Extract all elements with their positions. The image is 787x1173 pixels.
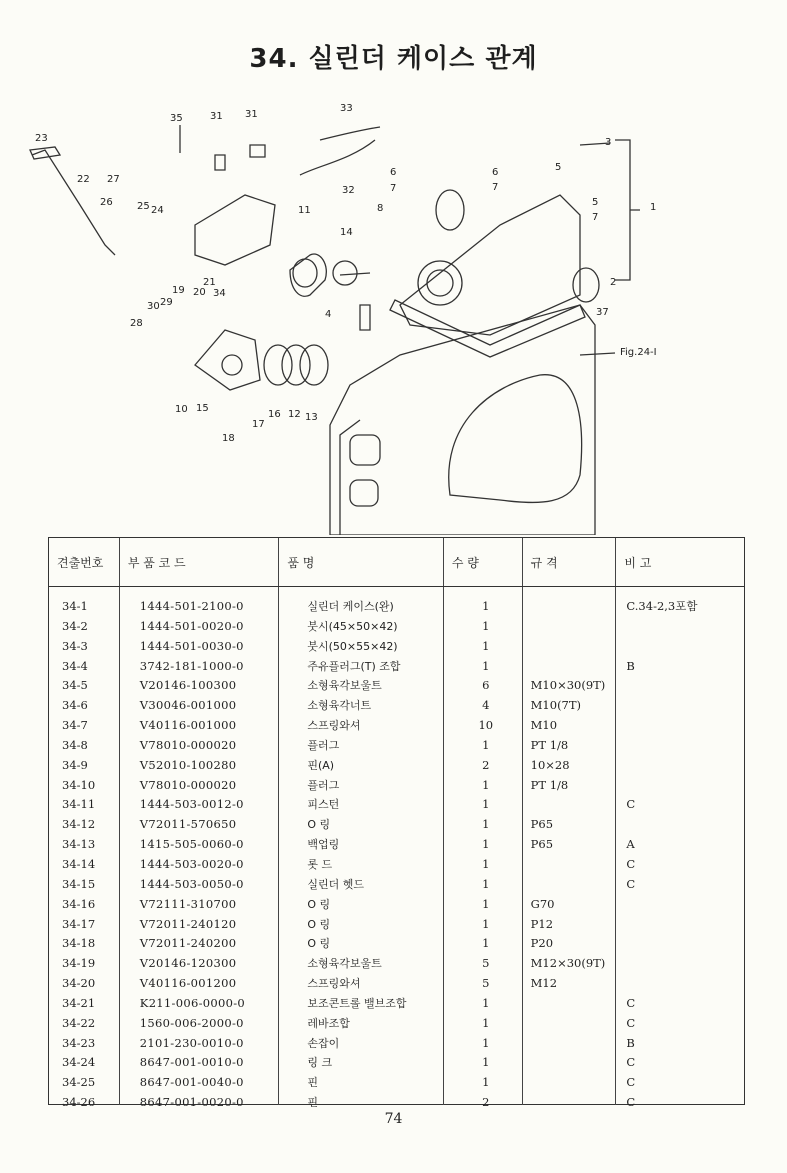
callout-34: 34 [213, 288, 226, 299]
table-cell-note [616, 934, 744, 954]
table-cell-qty: 5 [482, 976, 490, 991]
table-cell-note: C [626, 876, 636, 891]
cylinder-head-15 [195, 330, 260, 390]
table-cell-no: 34-24 [62, 1055, 96, 1070]
table-cell-qty: 1 [482, 638, 490, 653]
table-cell-no: 34-11 [62, 797, 96, 812]
callout-8: 8 [377, 203, 384, 214]
table-cell-no: 34-17 [62, 916, 96, 931]
cylinder-bore-inner [427, 270, 453, 296]
page-number: 74 [384, 1111, 403, 1127]
table-cell-note: A [626, 837, 635, 852]
table-cell-name: 붓시(45×50×42) [307, 619, 398, 633]
table-cell-no: 34-5 [62, 678, 88, 693]
table-cell-code: 1444-501-2100-0 [139, 599, 244, 613]
column-part-name [279, 587, 444, 1110]
table-cell-code: 8647-001-0010-0 [139, 1055, 244, 1070]
table-cell-spec: P12 [530, 916, 554, 931]
table-cell-spec [523, 637, 616, 657]
table-cell-code: 1415-505-0060-0 [139, 837, 244, 852]
table-cell-no: 34-2 [62, 618, 88, 633]
table-cell-code: 8647-001-0040-0 [139, 1075, 244, 1090]
callout-24: 24 [151, 205, 164, 216]
diagram-drawing [20, 95, 760, 535]
figure-ref: Fig.24-I [620, 347, 657, 358]
table-cell-code: 3742-181-1000-0 [139, 658, 244, 673]
table-cell-no: 34-19 [62, 956, 96, 971]
table-cell-no: 34-26 [62, 1095, 96, 1110]
callout-6b: 6 [492, 167, 499, 178]
bushing-3 [573, 268, 599, 302]
callout-35: 35 [170, 113, 183, 124]
table-cell-note [616, 776, 744, 796]
callout-33: 33 [340, 103, 353, 114]
table-cell-no: 34-20 [62, 976, 96, 991]
table-cell-spec [523, 1073, 616, 1093]
callout-29: 29 [160, 297, 173, 308]
callout-17: 17 [252, 419, 265, 430]
table-cell-note [616, 974, 744, 994]
table-cell-spec [523, 795, 616, 815]
housing-gasket-window [449, 375, 582, 503]
housing-port-2 [350, 480, 378, 506]
table-cell-name: 소형육각너트 [307, 699, 372, 713]
callout-27: 27 [107, 174, 120, 185]
o-ring-16 [264, 345, 292, 385]
table-cell-spec: M10(7T) [530, 698, 582, 713]
table-cell-qty: 1 [482, 777, 490, 792]
table-cell-qty: 6 [482, 678, 490, 693]
callout-3: 3 [605, 137, 612, 148]
table-cell-qty: 5 [482, 956, 490, 971]
leader-fig [580, 353, 615, 355]
table-cell-code: K211-006-0000-0 [139, 995, 246, 1010]
table-cell-name: 링 크 [307, 1056, 333, 1070]
housing-port-1 [350, 435, 380, 465]
table-cell-code: 1444-501-0020-0 [139, 618, 244, 633]
table-cell-note [616, 617, 744, 637]
table-cell-name: 핀(A) [307, 758, 335, 772]
table-cell-no: 34-12 [62, 817, 96, 832]
header-index: 견출번호 [49, 538, 120, 586]
bracket-1 [615, 140, 640, 280]
table-cell-no: 34-14 [62, 856, 96, 871]
table-cell-spec: M12×30(9T) [530, 956, 606, 971]
callout-5b: 5 [592, 197, 599, 208]
table-cell-qty: 4 [482, 698, 490, 713]
table-cell-qty: 1 [482, 896, 490, 911]
o-ring-12 [282, 345, 310, 385]
table-cell-spec: G70 [530, 896, 555, 911]
table-cell-spec: M10×30(9T) [530, 678, 606, 693]
callout-20: 20 [193, 287, 206, 298]
table-cell-code: V52010-100280 [139, 757, 237, 772]
table-cell-no: 34-22 [62, 1015, 96, 1030]
table-cell-spec [523, 1093, 616, 1113]
table-cell-note: C [626, 1075, 636, 1090]
table-cell-name: 실린더 헷드 [307, 877, 364, 891]
table-cell-qty: 1 [482, 856, 490, 871]
callout-31: 31 [210, 111, 223, 122]
table-cell-code: V72111-310700 [139, 896, 237, 911]
table-cell-note [616, 716, 744, 736]
table-body [49, 587, 744, 1110]
table-cell-code: V40116-001200 [139, 976, 237, 991]
header-part-name: 품 명 [279, 538, 444, 586]
table-cell-qty: 1 [482, 876, 490, 891]
table-cell-spec [523, 1034, 616, 1054]
table-cell-spec: P65 [530, 817, 554, 832]
table-cell-name: 붓시(50×55×42) [307, 639, 398, 653]
plug-4 [360, 305, 370, 330]
callout-22: 22 [77, 174, 90, 185]
callout-14: 14 [340, 227, 353, 238]
table-cell-spec: PT 1/8 [530, 777, 569, 792]
callout-26: 26 [100, 197, 113, 208]
table-cell-note: C [626, 1055, 636, 1070]
table-cell-qty: 1 [482, 837, 490, 852]
table-cell-code: V30046-001000 [139, 698, 237, 713]
callout-7: 7 [390, 183, 397, 194]
table-cell-code: 1444-503-0012-0 [139, 797, 244, 812]
table-cell-name: O 링 [307, 818, 331, 832]
rod-end-14 [333, 261, 357, 285]
fitting-31b [215, 155, 225, 170]
column-note [616, 587, 744, 1110]
column-quantity [444, 587, 523, 1110]
callout-5: 5 [555, 162, 562, 173]
header-quantity: 수 량 [444, 538, 523, 586]
table-cell-note [616, 637, 744, 657]
table-cell-name: 소형육각보울트 [307, 679, 382, 693]
table-cell-qty: 1 [482, 1075, 490, 1090]
table-cell-spec: M12 [530, 976, 558, 991]
table-cell-spec [523, 994, 616, 1014]
table-cell-qty: 10 [478, 718, 494, 733]
table-cell-spec [523, 875, 616, 895]
table-cell-name: 주유플러그(T) 조합 [307, 659, 401, 673]
table-cell-code: V20146-120300 [139, 956, 237, 971]
exploded-parts-diagram [20, 95, 760, 535]
table-cell-no: 34-6 [62, 698, 88, 713]
callout-25: 25 [137, 201, 150, 212]
page-title: 34. 실린더 케이스 관계 [249, 44, 538, 74]
callout-30: 30 [147, 301, 160, 312]
table-cell-name: 백업링 [307, 838, 340, 852]
table-cell-code: V72011-240120 [139, 916, 237, 931]
table-cell-qty: 1 [482, 658, 490, 673]
table-cell-name: 보조콘트롤 밸브조합 [307, 996, 407, 1010]
callout-10: 10 [175, 404, 188, 415]
table-cell-note [616, 696, 744, 716]
table-cell-no: 34-18 [62, 936, 96, 951]
table-cell-note: C.34-2,3포함 [626, 599, 698, 613]
table-cell-qty: 1 [482, 618, 490, 633]
callout-16: 16 [268, 409, 281, 420]
table-cell-no: 34-1 [62, 599, 88, 613]
table-cell-no: 34-4 [62, 658, 88, 673]
table-cell-spec [523, 855, 616, 875]
table-cell-name: 스프링와셔 [307, 977, 361, 991]
column-index [49, 587, 120, 1110]
table-cell-qty: 1 [482, 817, 490, 832]
table-cell-name: 소형육각보울트 [307, 957, 382, 971]
table-cell-name: 핀 [307, 1096, 318, 1110]
table-cell-note: C [626, 797, 636, 812]
table-header [49, 538, 744, 587]
table-cell-spec [523, 1053, 616, 1073]
header-spec: 규 격 [523, 538, 617, 586]
table-cell-name: 핀 [307, 1076, 318, 1090]
table-cell-no: 34-9 [62, 757, 88, 772]
table-cell-code: V78010-000020 [139, 777, 237, 792]
table-cell-code: V72011-570650 [139, 817, 237, 832]
table-cell-spec: 10×28 [530, 757, 570, 772]
table-cell-spec: PT 1/8 [530, 737, 569, 752]
table-cell-note [616, 915, 744, 935]
main-housing [330, 305, 595, 535]
table-cell-name: 피스턴 [307, 798, 340, 812]
table-cell-spec [523, 1014, 616, 1034]
gasket-plate [390, 300, 585, 357]
table-cell-no: 34-25 [62, 1075, 96, 1090]
callout-19: 19 [172, 285, 185, 296]
table-cell-code: 1444-503-0020-0 [139, 856, 244, 871]
rod-14 [340, 273, 370, 275]
callout-31b: 31 [245, 109, 258, 120]
callout-23: 23 [35, 133, 48, 144]
table-cell-note: C [626, 995, 636, 1010]
column-spec [523, 587, 617, 1105]
table-cell-code: 8647-001-0020-0 [139, 1095, 244, 1110]
table-cell-note: C [626, 856, 636, 871]
callout-21: 21 [203, 277, 216, 288]
table-cell-name: 스프링와셔 [307, 719, 361, 733]
table-cell-code: 1444-503-0050-0 [139, 876, 244, 891]
parts-table [48, 537, 745, 1110]
table-cell-note: C [626, 1095, 636, 1110]
table-cell-qty: 1 [482, 916, 490, 931]
pipe-32 [300, 140, 375, 175]
table-cell-no: 34-7 [62, 718, 88, 733]
table-cell-no: 34-8 [62, 737, 88, 752]
pipe-33 [320, 127, 380, 140]
table-cell-name: 손잡이 [307, 1036, 340, 1050]
table-cell-code: V78010-000020 [139, 737, 237, 752]
callout-1: 1 [650, 202, 657, 213]
table-cell-name: 레바조합 [307, 1016, 350, 1030]
table-cell-name: 실린더 케이스(완) [307, 600, 394, 613]
table-cell-no: 34-10 [62, 777, 96, 792]
table-cell-qty: 1 [482, 797, 490, 812]
callout-37: 37 [596, 307, 609, 318]
aux-control-valve-21 [195, 195, 275, 265]
callout-13: 13 [305, 412, 318, 423]
table-cell-spec: P20 [530, 936, 554, 951]
column-part-code [120, 587, 280, 1110]
table-cell-qty: 1 [482, 737, 490, 752]
table-cell-name: 플러그 [307, 738, 340, 752]
backup-ring-13 [300, 345, 328, 385]
table-cell-no: 34-15 [62, 876, 96, 891]
table-cell-spec [523, 657, 616, 677]
table-cell-note [616, 736, 744, 756]
callout-11: 11 [298, 205, 311, 216]
callout-28: 28 [130, 318, 143, 329]
table-cell-note [616, 756, 744, 776]
cylinder-bore [418, 261, 462, 305]
callout-2: 2 [610, 277, 617, 288]
table-cell-no: 34-3 [62, 638, 88, 653]
callout-7c: 7 [592, 212, 599, 223]
piston-11 [290, 254, 326, 296]
fitting-31 [250, 145, 265, 157]
callout-18: 18 [222, 433, 235, 444]
housing-edge [340, 420, 360, 535]
table-cell-note [616, 815, 744, 835]
table-cell-qty: 2 [482, 757, 490, 772]
table-cell-note: B [626, 658, 635, 673]
table-cell-code: 2101-230-0010-0 [139, 1035, 244, 1050]
table-cell-spec [523, 617, 616, 637]
header-part-code: 부 품 코 드 [120, 538, 280, 586]
table-cell-no: 34-21 [62, 995, 96, 1010]
table-cell-code: 1444-501-0030-0 [139, 638, 244, 653]
table-cell-qty: 1 [482, 1015, 490, 1030]
table-cell-no: 34-13 [62, 837, 96, 852]
header-note: 비 고 [624, 555, 652, 570]
callout-7b: 7 [492, 182, 499, 193]
table-cell-code: V72011-240200 [139, 936, 237, 951]
table-cell-spec [523, 597, 616, 617]
table-cell-qty: 1 [482, 599, 490, 613]
table-cell-qty: 1 [482, 1055, 490, 1070]
table-cell-note: B [626, 1035, 635, 1050]
table-cell-spec: P65 [530, 837, 554, 852]
table-cell-no: 34-23 [62, 1035, 96, 1050]
table-cell-name: O 링 [307, 937, 331, 951]
table-cell-note [616, 676, 744, 696]
table-cell-name: 플러그 [307, 778, 340, 792]
table-cell-no: 34-16 [62, 896, 96, 911]
callout-15: 15 [196, 403, 209, 414]
table-cell-name: 롯 드 [307, 857, 333, 871]
piston-face [293, 259, 317, 287]
table-cell-qty: 1 [482, 1035, 490, 1050]
table-cell-code: V40116-001000 [139, 718, 237, 733]
table-cell-qty: 2 [482, 1095, 490, 1110]
table-cell-name: O 링 [307, 917, 331, 931]
handle-23 [30, 147, 60, 159]
table-cell-note [616, 954, 744, 974]
cylinder-head-bore [222, 355, 242, 375]
callout-6: 6 [390, 167, 397, 178]
table-cell-code: V20146-100300 [139, 678, 237, 693]
callout-4: 4 [325, 309, 332, 320]
table-cell-note: C [626, 1015, 636, 1030]
table-cell-note [616, 895, 744, 915]
table-cell-qty: 1 [482, 995, 490, 1010]
table-cell-spec: M10 [530, 718, 558, 733]
table-cell-name: O 링 [307, 897, 331, 911]
table-cell-qty: 1 [482, 936, 490, 951]
table-cell-code: 1560-006-2000-0 [139, 1015, 244, 1030]
callout-12: 12 [288, 409, 301, 420]
callout-32: 32 [342, 185, 355, 196]
bushing-2 [436, 190, 464, 230]
